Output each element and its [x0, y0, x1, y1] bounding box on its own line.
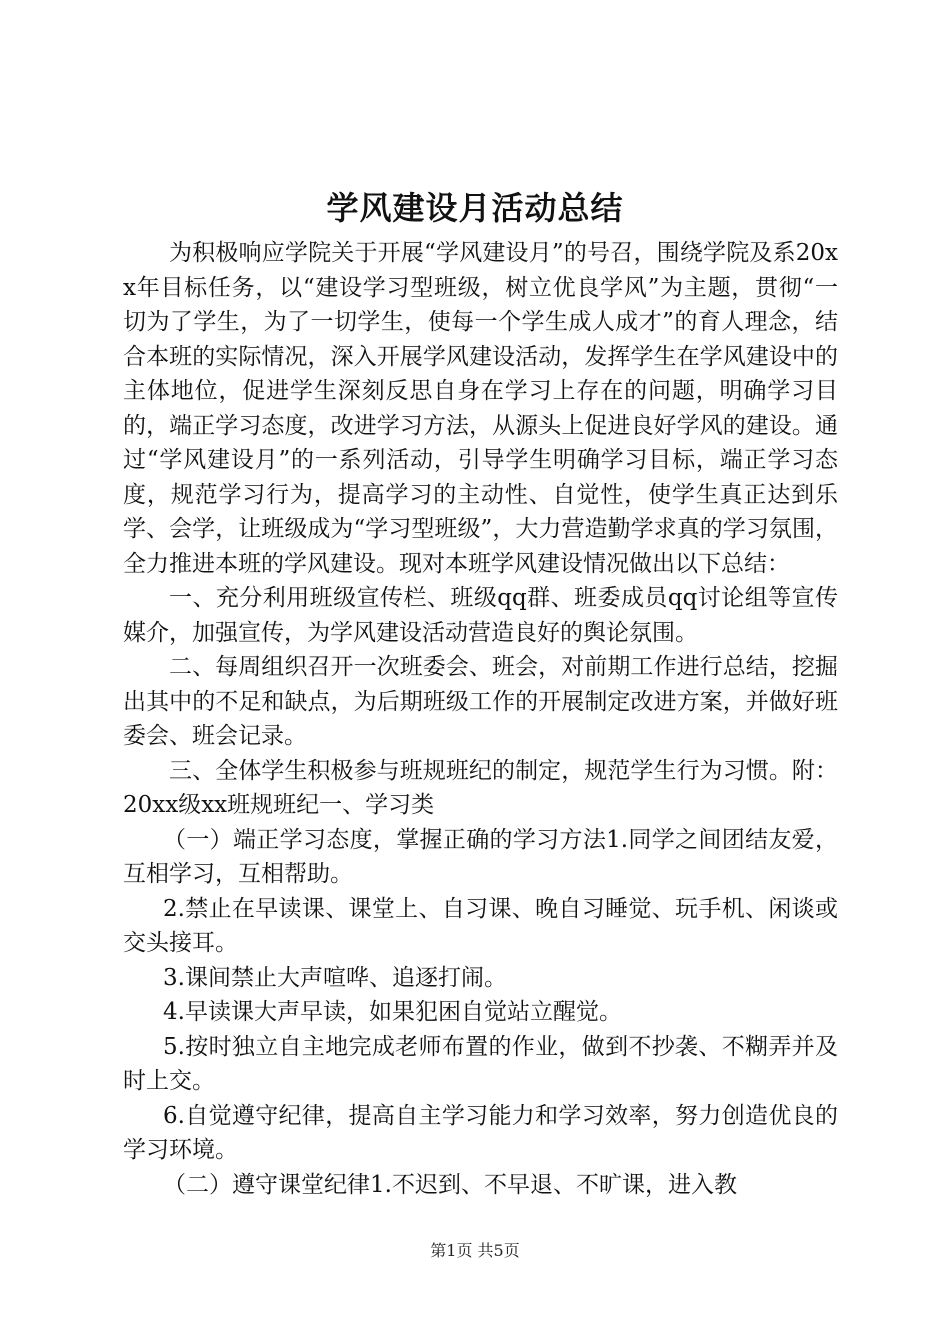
document-title: 学风建设月活动总结: [326, 189, 624, 227]
paragraph-item-2: 二、每周组织召开一次班委会、班会，对前期工作进行总结，挖掘出其中的不足和缺点，为后期班级工作的开展制定改进方案，并做好班委会、班会记录。: [123, 654, 838, 749]
paragraph-rule-2: 2.禁止在早读课、课堂上、自习课、晚自习睡觉、玩手机、闲谈或交头接耳。: [123, 895, 838, 956]
paragraph-rule-4: 4.早读课大声早读，如果犯困自觉站立醒觉。: [163, 999, 622, 1025]
paragraph-item-3: 三、全体学生积极参与班规班纪的制定，规范学生行为习惯。附：20xx级xx班规班纪一、学习类: [123, 757, 838, 818]
page-footer: 第1页 共5页: [430, 1241, 520, 1260]
paragraph-intro: 为积极响应学院关于开展“学风建设月”的号召，围绕学院及系20xx年目标任务，以“建设学习型班级，树立优良学风”为主题，贯彻“一切为了学生，为了一切学生，使每一个学生成人成才”的育人理念，结合本班的实际情况，深入开展学风建设活动，发挥学生在学风建设中的主体地位，促进学生深刻反思自身在学习上存在的问题，明确学习目的，端正学习态度，改进学习方法，从源头上促进良好学风的建设。通过“学风建设月”的一系列活动，引导学生明确学习目标，端正学习态度，规范学习行为，提高学习的主动性、自觉性，使学生真正达到乐学、会学，让班级成为“学习型班级”，大力营造勤学求真的学习氛围，全力推进本班的学风建设。现对本班学风建设情况做出以下总结：: [123, 240, 838, 577]
paragraph-subsection-2: （二）遵守课堂纪律1.不迟到、不早退、不旷课，进入教: [163, 1171, 737, 1198]
paragraph-rule-5: 5.按时独立自主地完成老师布置的作业，做到不抄袭、不糊弄并及时上交。: [123, 1033, 838, 1094]
paragraph-rule-3: 3.课间禁止大声喧哗、追逐打闹。: [163, 964, 507, 991]
paragraph-subsection-1: （一）端正学习态度，掌握正确的学习方法1.同学之间团结友爱，互相学习，互相帮助。: [123, 826, 838, 887]
paragraph-item-1: 一、充分利用班级宣传栏、班级qq群、班委成员qq讨论组等宣传媒介，加强宣传，为学风建设活动营造良好的舆论氛围。: [123, 585, 838, 646]
paragraph-rule-6: 6.自觉遵守纪律，提高自主学习能力和学习效率，努力创造优良的学习环境。: [123, 1102, 838, 1163]
document-body: [123, 236, 838, 1202]
